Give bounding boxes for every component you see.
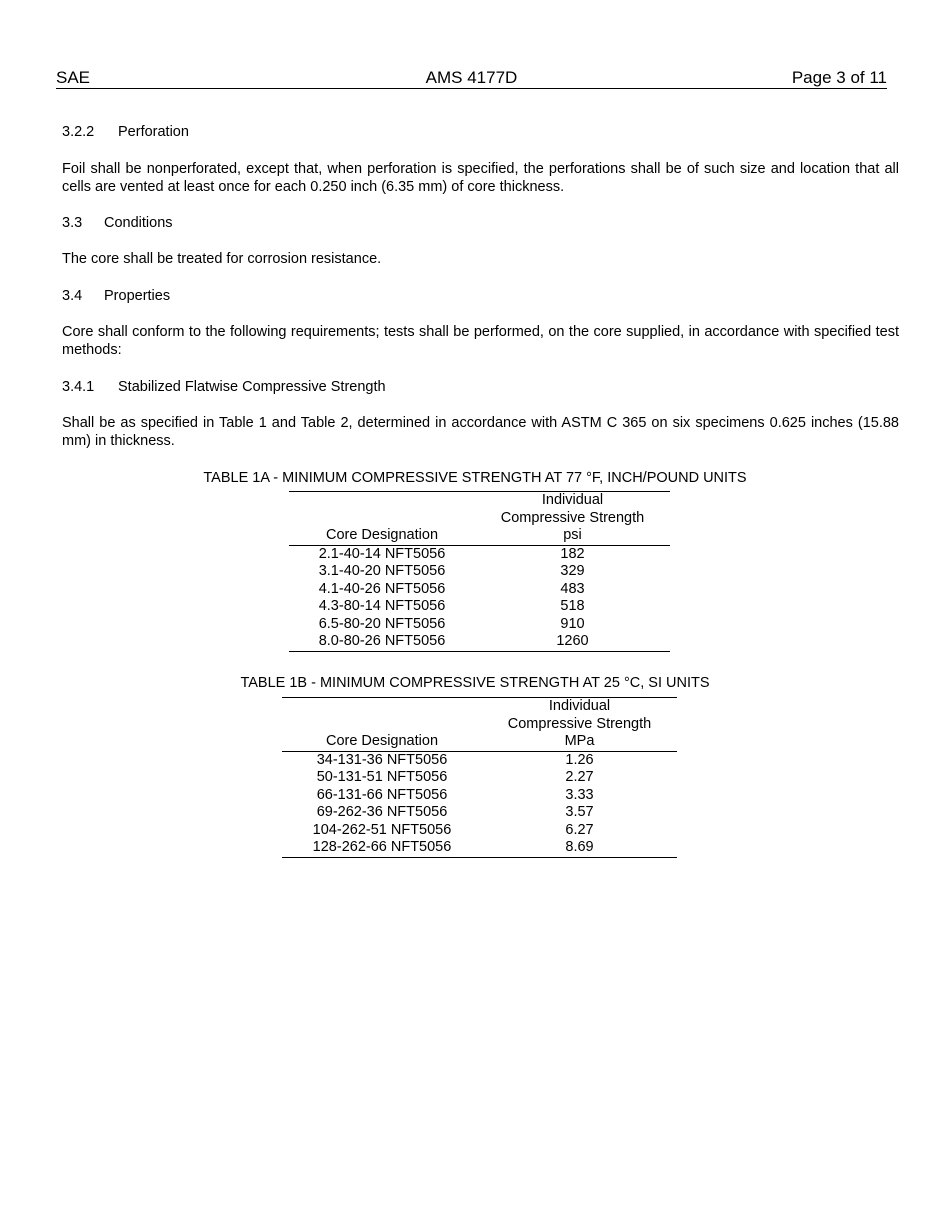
strength-value: 8.69 xyxy=(482,839,677,857)
core-designation: 4.1-40-26 NFT5056 xyxy=(318,580,446,597)
paragraph-conditions: The core shall be treated for corrosion resistance. xyxy=(62,251,382,267)
core-designation: 2.1-40-14 NFT5056 xyxy=(318,545,446,562)
paragraph-compressive-strength: Shall be as specified in Table 1 and Table 2, determined in accordance with ASTM C 365 on six specimens 0.625 inches (15.88 mm) in thickness. xyxy=(62,415,899,449)
strength-value: 910 xyxy=(560,615,585,632)
strength-value: 3.57 xyxy=(565,804,594,820)
strength-value: 329 xyxy=(560,563,585,579)
core-designation: 8.0-80-26 NFT5056 xyxy=(289,633,475,651)
section-title: Perforation xyxy=(118,124,189,140)
core-designation: 66-131-66 NFT5056 xyxy=(316,786,448,803)
strength-value: 483 xyxy=(560,580,585,597)
table-row xyxy=(282,787,677,805)
table-row xyxy=(282,751,677,769)
core-designation: 4.3-80-14 NFT5056 xyxy=(318,598,446,614)
strength-value: 1.26 xyxy=(565,751,594,768)
table-row xyxy=(289,563,670,581)
strength-value: 518 xyxy=(560,598,585,614)
section-number: 3.4 xyxy=(62,288,83,304)
strength-value: 1260 xyxy=(475,633,670,651)
strength-value: 6.27 xyxy=(565,821,594,838)
paragraph-perforation: Foil shall be nonperforated, except that, when perforation is specified, the perforations shall be of such size and location that all cells are vented at least once for each 0.250 inch (6.35 mm) of core thickness. xyxy=(62,161,899,195)
table-row xyxy=(289,545,670,563)
core-designation: 50-131-51 NFT5056 xyxy=(316,769,448,785)
table-1b-title: TABLE 1B - MINIMUM COMPRESSIVE STRENGTH AT 25 °C, SI UNITS xyxy=(240,675,710,691)
section-number: 3.4.1 xyxy=(62,379,95,395)
table-1a-col2-unit: psi xyxy=(475,527,670,545)
header-doc-number: AMS 4177D xyxy=(425,68,518,87)
core-designation: 128-262-66 NFT5056 xyxy=(282,839,482,857)
section-heading-3-3 xyxy=(62,215,899,233)
strength-value: 3.33 xyxy=(565,786,594,803)
section-heading-3-4-1 xyxy=(62,379,899,397)
page-header xyxy=(56,68,887,89)
table-1b-col2-line1: Individual xyxy=(482,698,677,716)
table-1a xyxy=(289,491,670,652)
table-row xyxy=(289,616,670,634)
table-1a-title: TABLE 1A - MINIMUM COMPRESSIVE STRENGTH AT 77 °F, INCH/POUND UNITS xyxy=(203,470,747,486)
table-1b xyxy=(282,697,677,858)
section-title: Stabilized Flatwise Compressive Strength xyxy=(118,379,386,395)
paragraph-properties: Core shall conform to the following requirements; tests shall be performed, on the core supplied, in accordance with specified test methods: xyxy=(62,324,899,358)
strength-value: 2.27 xyxy=(565,769,594,785)
table-row xyxy=(282,804,677,822)
table-1b-col2-unit: MPa xyxy=(482,733,677,751)
table-row xyxy=(282,822,677,840)
header-org: SAE xyxy=(56,68,91,87)
table-1a-col2-line1: Individual xyxy=(475,492,670,510)
core-designation: 3.1-40-20 NFT5056 xyxy=(318,563,446,579)
section-number: 3.3 xyxy=(62,215,83,231)
table-1a-col1-header: Core Designation xyxy=(289,527,475,545)
section-title: Properties xyxy=(104,288,171,304)
strength-value: 182 xyxy=(560,545,585,562)
core-designation: 34-131-36 NFT5056 xyxy=(316,751,448,768)
table-row xyxy=(289,633,670,651)
table-row xyxy=(289,598,670,616)
table-1a-col2-line2: Compressive Strength xyxy=(500,509,645,526)
table-row xyxy=(289,581,670,599)
core-designation: 6.5-80-20 NFT5056 xyxy=(318,615,446,632)
core-designation: 104-262-51 NFT5056 xyxy=(312,821,452,838)
table-row xyxy=(282,839,677,857)
table-1b-col2-line2: Compressive Strength xyxy=(507,715,652,732)
header-page-number: Page 3 of 11 xyxy=(791,68,887,87)
section-number: 3.2.2 xyxy=(62,124,95,140)
table-row xyxy=(282,769,677,787)
section-heading-3-2-2 xyxy=(62,124,899,142)
table-1b-col1-header: Core Designation xyxy=(282,733,482,751)
core-designation: 69-262-36 NFT5056 xyxy=(316,804,448,820)
section-title: Conditions xyxy=(104,215,173,231)
section-heading-3-4 xyxy=(62,288,899,306)
